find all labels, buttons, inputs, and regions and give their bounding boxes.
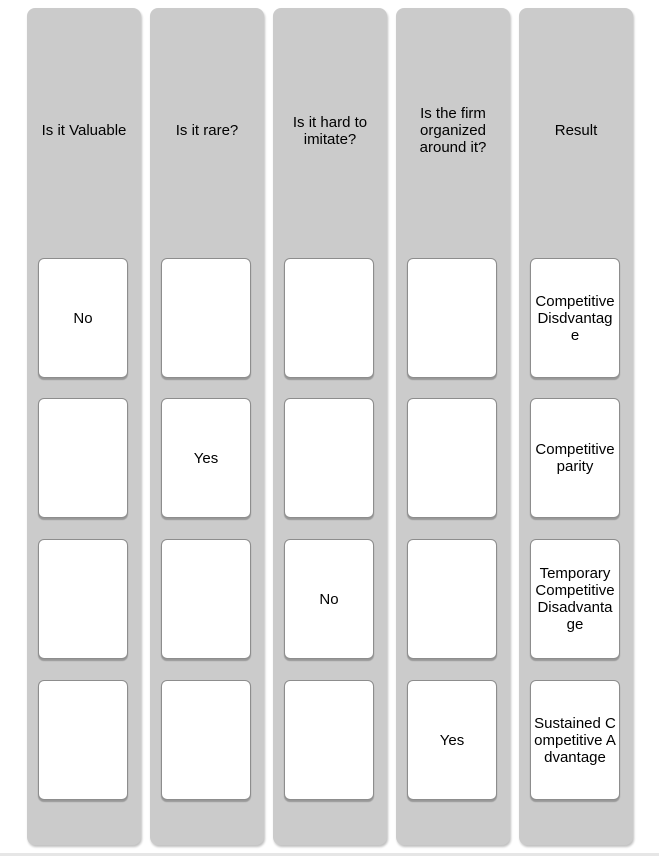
column-result	[519, 8, 633, 845]
column-header-valuable: Is it Valuable	[41, 122, 127, 139]
cell-rare-row4[interactable]	[161, 680, 251, 800]
cell-valuable-row3[interactable]	[38, 539, 128, 659]
cell-result-row2[interactable]: Competitive parity	[530, 398, 620, 518]
column-header-organized: Is the firm organized around it?	[419, 105, 487, 156]
column-header-result: Result	[554, 122, 598, 139]
cell-organized-row4[interactable]: Yes	[407, 680, 497, 800]
cell-rare-row2[interactable]: Yes	[161, 398, 251, 518]
column-header-imitate: Is it hard to imitate?	[292, 113, 368, 148]
cell-organized-row2[interactable]	[407, 398, 497, 518]
cell-valuable-row1[interactable]: No	[38, 258, 128, 378]
column-rare	[150, 8, 264, 845]
cell-organized-row3[interactable]	[407, 539, 497, 659]
cell-organized-row1[interactable]	[407, 258, 497, 378]
cell-rare-row3[interactable]	[161, 539, 251, 659]
cell-valuable-row2[interactable]	[38, 398, 128, 518]
cell-result-row1[interactable]: Competitive Disdvantage	[530, 258, 620, 378]
cell-imitate-row1[interactable]	[284, 258, 374, 378]
cell-imitate-row3[interactable]: No	[284, 539, 374, 659]
column-imitate	[273, 8, 387, 845]
cell-imitate-row4[interactable]	[284, 680, 374, 800]
cell-valuable-row4[interactable]	[38, 680, 128, 800]
column-valuable	[27, 8, 141, 845]
cell-rare-row1[interactable]	[161, 258, 251, 378]
cell-result-row3[interactable]: Temporary Competitive Disadvantage	[530, 539, 620, 659]
column-header-rare: Is it rare?	[175, 122, 239, 139]
cell-imitate-row2[interactable]	[284, 398, 374, 518]
cell-result-row4[interactable]: Sustained Competitive Advantage	[530, 680, 620, 800]
column-organized	[396, 8, 510, 845]
